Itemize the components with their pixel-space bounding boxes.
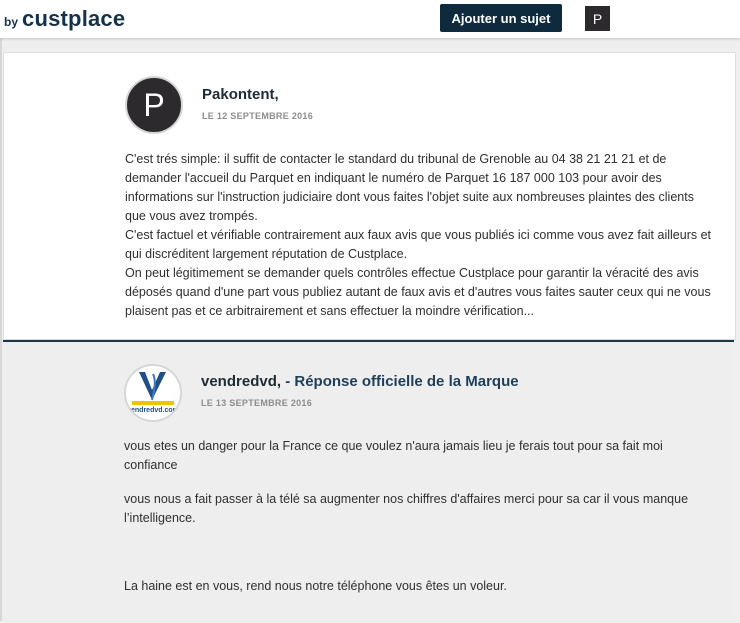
- brand-logo-text: vendredvd.com: [127, 407, 179, 414]
- brand-avatar[interactable]: [124, 364, 182, 422]
- reply-author: [201, 373, 519, 390]
- review-paragraph: C'est factuel et vérifiable contrairement aux faux avis que vous publiés ici comme vous avez fait ailleurs et qui discréditent largement réputation de Custplace.: [125, 228, 711, 261]
- review-paragraph: On peut légitimement se demander quels contrôles effectue Custplace pour garantir la véracité des avis déposés quand d'une part vous publiez autant de faux avis et d'autres vous faites sauter ceux qui ne vous plaisent pas et ce arbitrairement et sans effectuer la moindre vérification...: [125, 266, 711, 318]
- reply-paragraph: vous nous a fait passer à la télé sa augmenter nos chiffres d'affaires merci pour sa car il vous manque l’intelligence.: [124, 492, 689, 525]
- official-response-label: - Réponse officielle de la Marque: [281, 373, 519, 390]
- top-navigation-bar: [0, 0, 740, 38]
- review-body: [125, 150, 713, 321]
- vendredvd-logo-icon: [126, 366, 180, 420]
- reply-author-name[interactable]: vendredvd,: [201, 373, 282, 390]
- logo-brand: custplace: [22, 6, 126, 31]
- review-date: LE 12 SEPTEMBRE 2016: [202, 111, 314, 121]
- reply-date: LE 13 SEPTEMBRE 2016: [201, 398, 313, 408]
- reply-paragraph: La haine est en vous, rend nous notre téléphone vous êtes un voleur.: [124, 579, 507, 593]
- custplace-logo[interactable]: [4, 6, 125, 32]
- logo-prefix: by: [4, 15, 19, 29]
- review-paragraph: C'est trés simple: il suffit de contacter le standard du tribunal de Grenoble au 04 38 21 21 21 et de demander l'accueil du Parquet en indiquant le numéro de Parquet 16 187 000 103 pour avoir des informations sur l'instruction judiciaire dont vous faites l'objet suite aux nombreuses plaintes des clients que vous avez trompés.: [125, 152, 694, 223]
- author-name[interactable]: Pakontent,: [202, 86, 279, 103]
- add-subject-button[interactable]: Ajouter un sujet: [440, 4, 562, 32]
- reply-paragraph: vous etes un danger pour la France ce que voulez n'aura jamais lieu je ferais tout pour sa fait moi confiance: [124, 439, 663, 472]
- reply-body: [124, 437, 712, 596]
- review-card: [3, 52, 736, 340]
- user-avatar[interactable]: P: [585, 6, 610, 31]
- brand-reply-card: [3, 340, 734, 623]
- author-avatar[interactable]: P: [125, 76, 183, 134]
- thread-divider: [0, 38, 2, 621]
